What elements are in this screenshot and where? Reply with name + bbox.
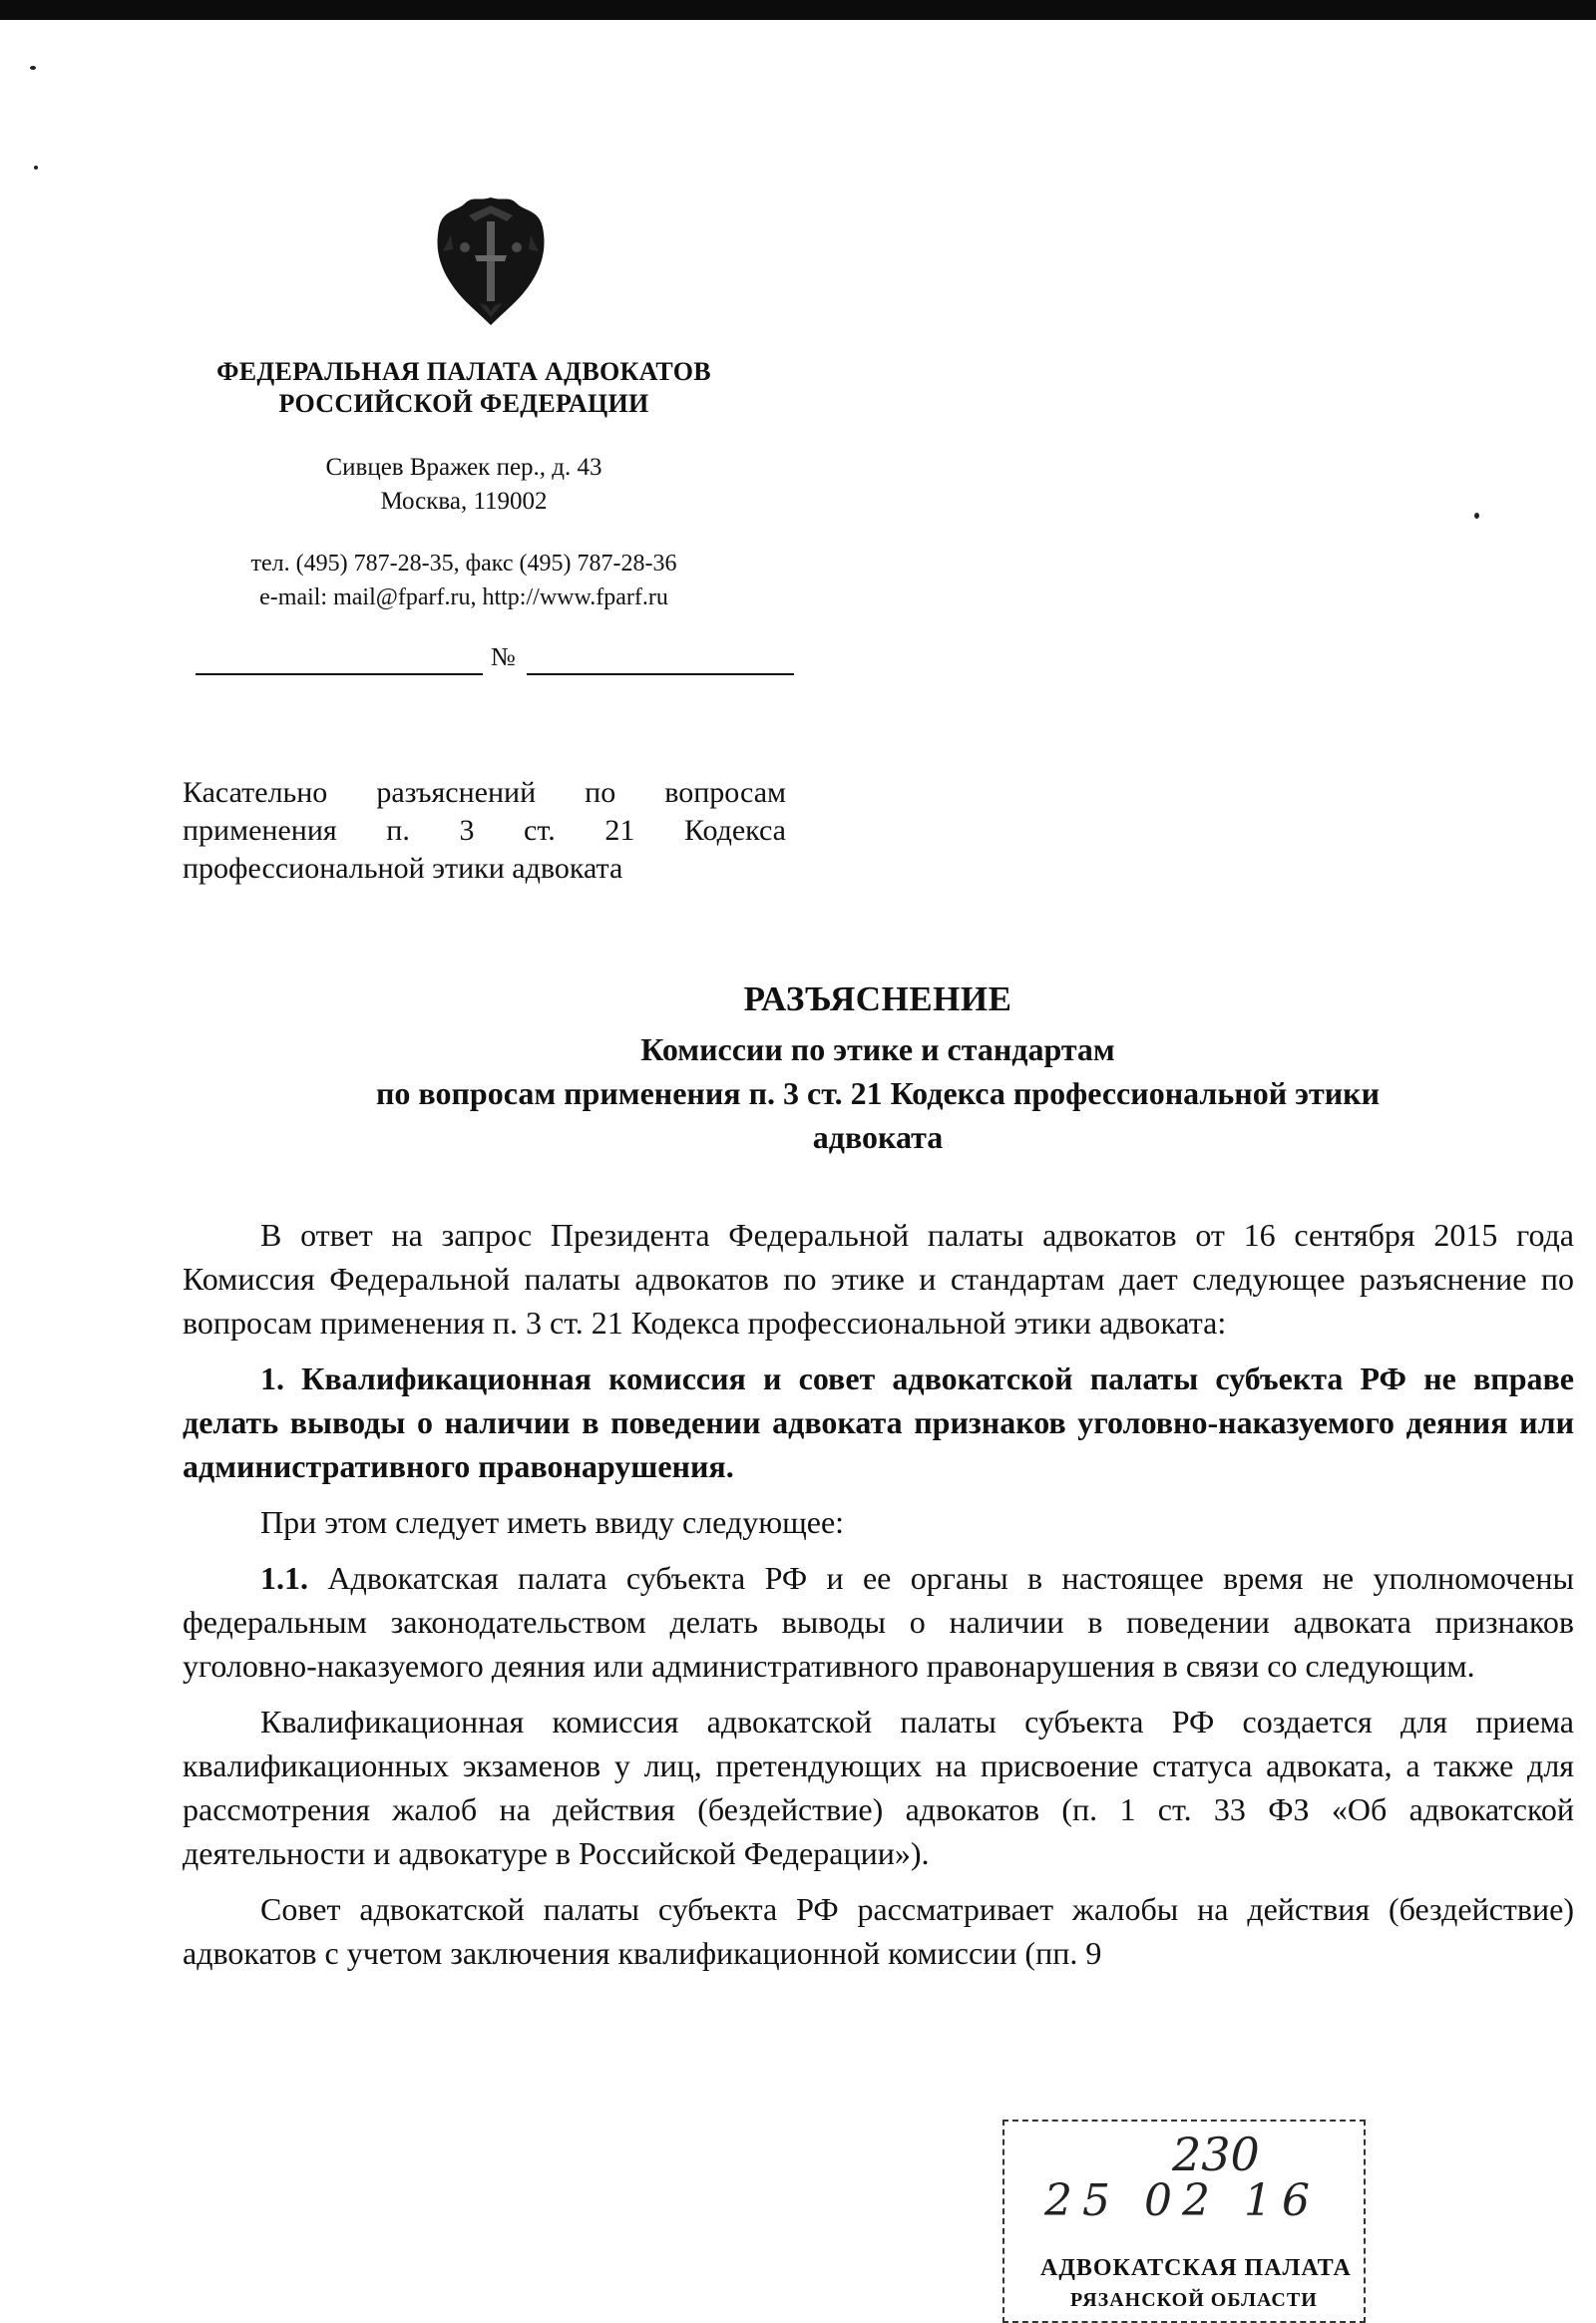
point-1-1-text: Адвокатская палата субъекта РФ и ее органы в настоящее время не уполномочены федеральным законодательством делать выводы о наличии в поведении адвоката признаков уголовно-наказуемого деяния или административного правонарушения в связи со следующим. xyxy=(183,1560,1575,1684)
emblem-icon xyxy=(429,192,554,331)
postal-address xyxy=(150,451,778,519)
document-subtitle xyxy=(249,1027,1506,1159)
contacts-block xyxy=(150,547,778,614)
scan-speck xyxy=(34,166,38,170)
subtitle-line: Комиссии по этике и стандартам xyxy=(640,1031,1115,1067)
intro-paragraph: В ответ на запрос Президента Федеральной палаты адвокатов от 16 сентября 2015 года Комиссия Федеральной палаты адвокатов по этике и стандартам дает следующее разъяснение по вопросам применения п. 3 ст. 21 Кодекса профессиональной этики адвоката: xyxy=(183,1217,1574,1341)
organization-name xyxy=(150,356,778,420)
number-blank-line xyxy=(527,673,794,675)
date-blank-line xyxy=(196,673,483,675)
qualification-commission-paragraph: Квалификационная комиссия адвокатской палаты субъекта РФ создается для приема квалификационных экзаменов у лиц, претендующих на присвоение статуса адвоката, а также для рассмотрения жалоб на действия (бездействие) адвокатов (п. 1 ст. 33 ФЗ «Об адвокатской деятельности и адвокатуре в Российской Федерации»). xyxy=(183,1704,1574,1871)
address-street: Сивцев Вражек пер., д. 43 xyxy=(325,454,602,481)
note-paragraph: При этом следует иметь ввиду следующее: xyxy=(260,1504,845,1540)
incoming-registration-stamp xyxy=(1002,2120,1366,2323)
number-sign: № xyxy=(491,642,516,671)
stamp-region: РЯЗАНСКОЙ ОБЛАСТИ xyxy=(1070,2289,1318,2311)
point-1-1-number: 1.1. xyxy=(260,1560,308,1596)
scan-top-edge xyxy=(0,0,1596,20)
phone-fax: тел. (495) 787-28-35, факс (495) 787-28-36 xyxy=(250,551,677,577)
subject-block: Касательно разъяснений по вопросам применения п. 3 ст. 21 Кодекса профессиональной этики адвоката xyxy=(183,776,786,885)
stamp-handwritten-date: 25 02 16 xyxy=(1044,2175,1320,2226)
address-city: Москва, 119002 xyxy=(380,488,548,515)
subtitle-line: адвоката xyxy=(812,1119,944,1155)
document-title: РАЗЪЯСНЕНИЕ xyxy=(743,979,1012,1018)
point-1-1-paragraph xyxy=(183,1556,1574,1688)
scan-speck xyxy=(30,66,36,70)
organization-name-line2: РОССИЙСКОЙ ФЕДЕРАЦИИ xyxy=(278,389,649,418)
subtitle-line: по вопросам применения п. 3 ст. 21 Кодекса профессиональной этики xyxy=(375,1075,1381,1111)
email-website: e-mail: mail@fparf.ru, http://www.fparf.ru xyxy=(259,584,668,610)
point-1-paragraph: 1. Квалификационная комиссия и совет адвокатской палаты субъекта РФ не вправе делать выводы о наличии в поведении адвоката признаков уголовно-наказуемого деяния или административного правонарушения. xyxy=(183,1360,1574,1484)
stamp-handwritten-number: 230 xyxy=(1172,2128,1260,2181)
council-paragraph: Совет адвокатской палаты субъекта РФ рассматривает жалобы на действия (бездействие) адвокатов с учетом заключения квалификационной комиссии (пп. 9 xyxy=(183,1891,1574,1971)
scan-speck xyxy=(1474,513,1479,519)
stamp-organization: АДВОКАТСКАЯ ПАЛАТА xyxy=(1040,2255,1352,2281)
document-body xyxy=(183,1213,1574,1987)
organization-name-line1: ФЕДЕРАЛЬНАЯ ПАЛАТА АДВОКАТОВ xyxy=(216,357,711,386)
